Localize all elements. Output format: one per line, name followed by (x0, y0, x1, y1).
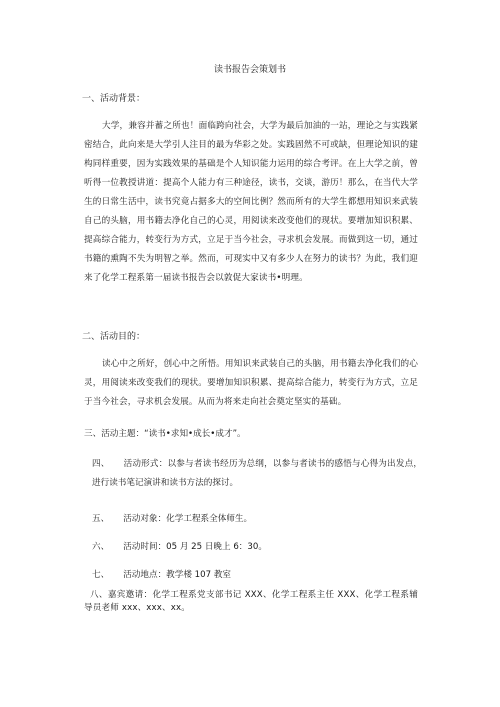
guests-paragraph: 八、嘉宾邀请：化学工程系党支部书记 XXX、化学工程系主任 XXX、化学工程系辅导员老师 xxx、xxx、xx。 (84, 590, 418, 613)
section-line-theme: 三、活动主题：“读书•求知•成长•成才”。 (84, 429, 246, 439)
list-item-format (92, 455, 422, 493)
document-title: 读书报告会策划书 (213, 65, 286, 75)
list-item-number: 五、 (92, 514, 110, 524)
list-item-number: 四、 (92, 459, 110, 469)
list-item-text: 活动地点：教学楼 107 教室 (123, 570, 232, 580)
section-body-purpose: 读心中之所好，创心中之所悟。用知识来武装自己的头脑，用书籍去净化我们的心灵，用阅读来改变我们的现状。要增加知识积累、提高综合能力，转变行为方式，立足于当今社会，寻求机会发展。从而为将来走向社会奠定坚实的基础。 (84, 359, 418, 407)
section-heading-background: 一、活动背景： (82, 94, 146, 104)
list-item-location (92, 566, 422, 585)
list-item-text: 活动对象：化学工程系全体师生。 (123, 514, 253, 524)
list-item-audience (92, 510, 422, 529)
list-item-text: 活动时间：05 月 25 日晚上 6：30。 (123, 542, 267, 552)
list-item-number: 七、 (92, 570, 110, 580)
section-body-background: 大学，兼容并蓄之所也！面临跨向社会，大学为最后加油的一站，理论之与实践紧密结合，此向来是大学引人注目的最为华彩之处。实践固然不可或缺，但理论知识的建构同样重要，因为实践效果的基础是个人知识能力运用的综合考评。在上大学之前，曾听得一位教授讲道：提高个人能力有三种途径，读书，交谈，游历！那么，在当代大学生的日常生活中，读书究竟占据多大的空间比例？然而所有的大学生都想用知识来武装自己的头脑，用书籍去净化自己的心灵，用阅读来改变他们的现状。要增加知识积累、提高综合能力，转变行为方式，立足于当今社会，寻求机会发展。而做到这一切，通过书籍的熏陶不失为明智之举。然而，可现实中又有多少人在努力的读书？为此，我们迎来了化学工程系第一届读书报告会以敦促大家读书•明理。 (84, 121, 418, 283)
list-item-time (92, 538, 422, 557)
list-item-number: 六、 (92, 542, 110, 552)
list-item-text: 活动形式：以参与者读书经历为总纲，以参与者读书的感悟与心得为出发点，进行读书笔记演讲和读书方法的探讨。 (92, 459, 422, 488)
section-heading-purpose: 二、活动目的： (82, 332, 146, 342)
